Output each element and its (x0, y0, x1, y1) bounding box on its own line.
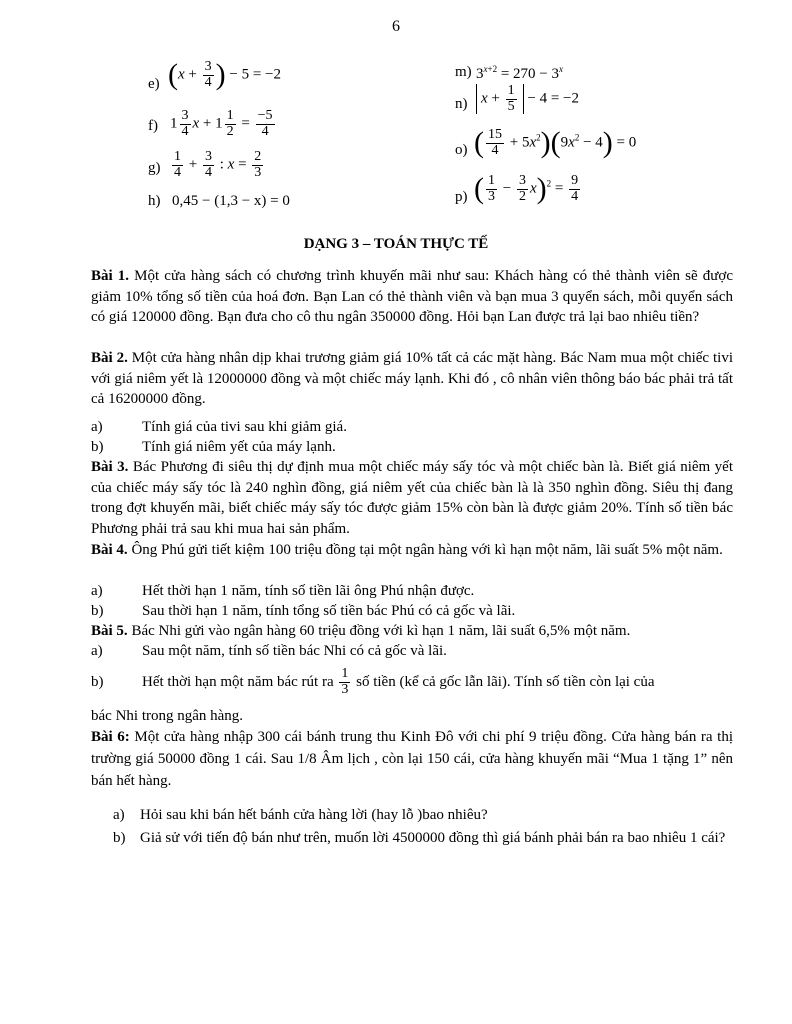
problem-title: Bài 3. (91, 459, 129, 475)
exercise-label-m: m) (455, 64, 472, 80)
item-text: Tính giá niêm yết của máy lạnh. (142, 439, 336, 455)
list-item (91, 601, 733, 622)
exercise-label-e: e) (148, 76, 160, 92)
problem-title: Bài 5. (91, 623, 128, 639)
exercise-label-n: n) (455, 96, 468, 112)
list-item (91, 417, 733, 438)
equation-f: 1 $\frac{3}{4}$ x + 1 $\frac{1}{2}$ = $\frac{-5}{4}$ (170, 108, 273, 139)
problem-3 (91, 457, 733, 539)
item-text: Sau một năm, tính số tiền bác Nhi có cả gốc và lãi. (142, 643, 447, 659)
item-key: a) (113, 807, 125, 823)
problem-title: Bài 2. (91, 350, 128, 366)
problem-5 (91, 621, 733, 642)
list-item (91, 581, 733, 602)
problem-text: Một cửa hàng nhân dịp khai trương giảm giá 10% tất cả các mặt hàng. Bác Nam mua một chiếc tivi với giá niêm yết là 12000000 đồng và một chiếc máy lạnh. Khi đó , cô nhân viên thông báo bác phải trả tất cả 16200000 đồng. (91, 350, 734, 407)
equation-n: x + $\frac{1}{5}$ − 4 = −2 (476, 84, 579, 114)
equation-o: ( $\frac{15}{4}$ + $5x^2)(9x^2 - 4) = 0$ (474, 126, 637, 160)
fraction-one-third: $\frac{1}{3}$ (341, 666, 349, 698)
item-key: b) (91, 439, 104, 455)
problem-text: Một cửa hàng sách có chương trình khuyến mãi như sau: Khách hàng có thẻ thành viên sẽ được giảm 10% tổng số tiền của hoá đơn. Bạn Lan có thẻ thành viên và bạn mua 3 quyển sách, mỗi quyển sách có giá 120000 đồng. Bạn đưa cho cô thu ngân 350000 đồng. Hỏi bạn Lan được trả lại bao nhiêu tiền? (91, 268, 733, 325)
list-item (113, 828, 733, 849)
item-text: Giả sử với tiến độ bán như trên, muốn lời 4500000 đồng thì giá bánh phải bán ra bao nhiêu 1 cái? (140, 830, 726, 846)
problem-5-tail: bác Nhi trong ngân hàng. (91, 708, 244, 724)
equation-g: $\frac{1}{4}$ + $\frac{3}{4}$ : x = $\frac{2}{3}$ (174, 149, 262, 180)
problem-text: Bác Nhi gửi vào ngân hàng 60 triệu đồng với kì hạn 1 năm, lãi suất 6,5% một năm. (131, 623, 631, 639)
problem-title: Bài 4. (91, 542, 128, 558)
problem-title: Bài 6: (91, 729, 130, 745)
equation-e: (x + $\frac{3}{4}$ ) − 5 = −2 (168, 58, 282, 92)
item-text-post: số tiền (kể cả gốc lẫn lãi). Tính số tiền còn lại của (356, 674, 655, 690)
exercise-label-h: h) (148, 193, 161, 209)
problem-2 (91, 348, 733, 410)
item-key: a) (91, 583, 103, 599)
item-key: b) (91, 674, 104, 690)
exercise-label-p: p) (455, 189, 468, 205)
problem-1 (91, 266, 733, 328)
exercise-label-g: g) (148, 160, 161, 176)
item-text: Hết thời hạn 1 năm, tính số tiền lãi ông Phú nhận được. (142, 583, 475, 599)
item-text: Hỏi sau khi bán hết bánh cửa hàng lời (hay lỗ )bao nhiêu? (140, 807, 488, 823)
problem-4 (91, 540, 733, 561)
exercise-label-o: o) (455, 142, 468, 158)
item-text: Tính giá của tivi sau khi giảm giá. (142, 419, 347, 435)
problem-text: Ông Phú gửi tiết kiệm 100 triệu đồng tại một ngân hàng với kì hạn một năm, lãi suất 5% một năm. (131, 542, 723, 558)
list-item (91, 641, 733, 662)
page-number: 6 (392, 18, 400, 35)
equation-m: $3^{x+2} = 270 - 3^x$ (476, 64, 563, 82)
problem-text: Bác Phương đi siêu thị dự định mua một chiếc máy sấy tóc và một chiếc bàn là. Biết giá niêm yết của chiếc máy sấy tóc là 240 nghìn đồng, giá niêm yết của chiếc bàn là là 350 nghìn đồng. Siêu thị đang trong đợt khuyến mãi, biết chiếc máy sấy tóc được giảm 15% còn bàn là được giảm 20%. Tính số tiền bác Phương phải trả sau khi mua hai sản phẩm. (91, 459, 734, 537)
problem-6 (91, 726, 733, 792)
item-key: a) (91, 643, 103, 659)
problem-text: Một cửa hàng nhập 300 cái bánh trung thu Kinh Đô với chi phí 9 triệu đồng. Cửa hàng bán ra thị trường giá 50000 đồng 1 cái. Sau 1/8 Âm lịch , còn lại 150 cái, cửa hàng khuyến mãi “Mua 1 tặng 1” nên bán hết hàng. (91, 729, 734, 789)
equation-h: 0,45 − (1,3 − x) = 0 (172, 193, 290, 209)
item-text-pre: Hết thời hạn một năm bác rút ra (142, 674, 334, 690)
list-item (91, 662, 733, 702)
exercise-label-f: f) (148, 118, 158, 134)
section-title: DẠNG 3 – TOÁN THỰC TẾ (303, 236, 489, 252)
equation-p: ( $\frac{1}{3}$ − $\frac{3}{2}$ x)$^2$ = $\frac{9}{4}$ (474, 172, 579, 206)
problem-title: Bài 1. (91, 268, 130, 284)
item-text: Sau thời hạn 1 năm, tính tổng số tiền bác Phú có cả gốc và lãi. (142, 603, 516, 619)
list-item (91, 437, 733, 458)
list-item (113, 805, 733, 826)
item-key: a) (91, 419, 103, 435)
item-key: b) (91, 603, 104, 619)
item-key: b) (113, 830, 126, 846)
